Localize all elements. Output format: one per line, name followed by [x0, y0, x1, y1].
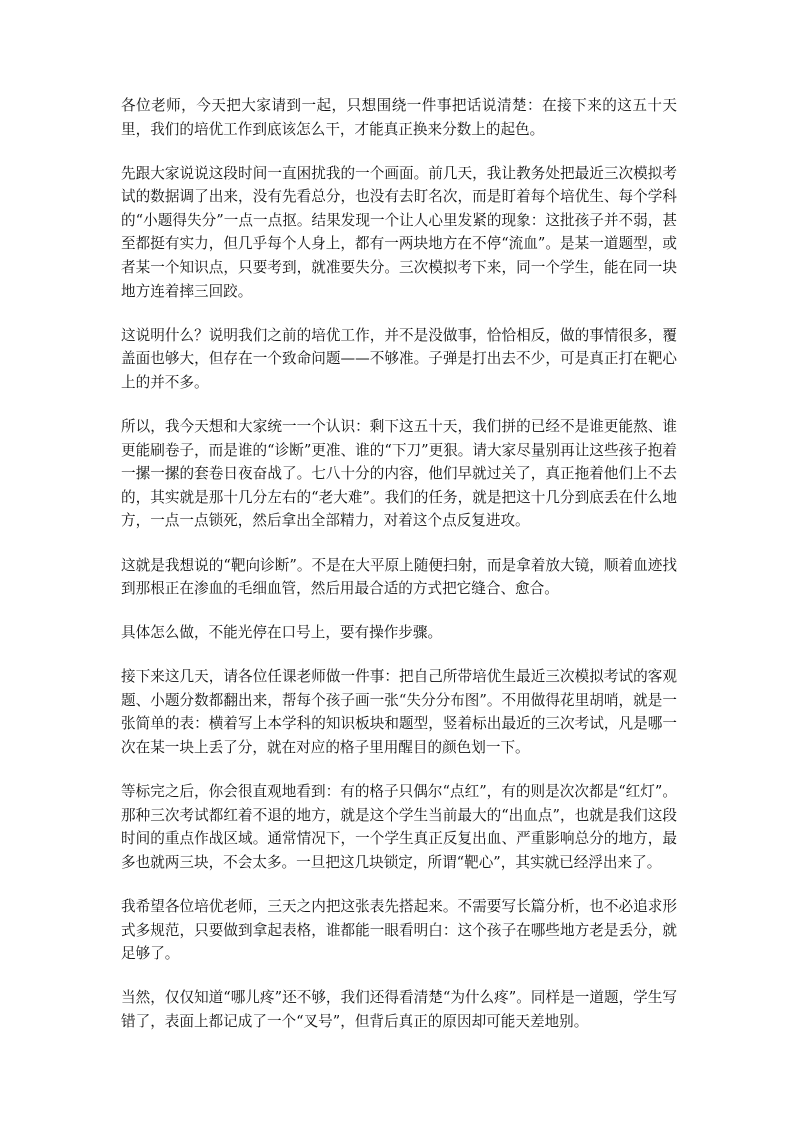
paragraph-5: 这就是我想说的“靶向诊断”。不是在大平原上随便扫射，而是拿着放大镜，顺着血迹找到那根正在渗血的毛细血管，然后用最合适的方式把它缝合、愈合。	[121, 556, 677, 598]
paragraph-1: 各位老师，今天把大家请到一起，只想围绕一件事把话说清楚：在接下来的这五十天里，我们的培优工作到底该怎么干，才能真正换来分数上的起色。	[121, 97, 677, 138]
paragraph-2: 先跟大家说说这段时间一直困扰我的一个画面。前几天，我让教务处把最近三次模拟考试的数据调了出来，没有先看总分，也没有去盯名次，而是盯着每个培优生、每个学科的“小题得失分”一点一点抠。结果发现一个让人心里发紧的现象：这批孩子并不弱，甚至都挺有实力，但几乎每个人身上，都有一两块地方在不停“流血”。是某一道题型，或者某一个知识点，只要考到，就准要失分。三次模拟考下来，同一个学生，能在同一块地方连着摔三回跤。	[121, 164, 677, 300]
paragraph-4: 所以，我今天想和大家统一一个认识：剩下这五十天，我们拼的已经不是谁更能熬、谁更能刷卷子，而是谁的“诊断”更准、谁的“下刀”更狠。请大家尽量别再让这些孩子抱着一摞一摞的套卷日夜奋战了。七八十分的内容，他们早就过关了，真正拖着他们上不去的，其实就是那十几分左右的“老大难”。我们的任务，就是把这十几分到底丢在什么地方，一点一点锁死，然后拿出全部精力，对着这个点反复进攻。	[121, 418, 677, 530]
document-body	[121, 94, 677, 1034]
paragraph-10: 当然，仅仅知道“哪儿疼”还不够，我们还得看清楚“为什么疼”。同样是一道题，学生写错了，表面上都记成了一个“叉号”，但背后真正的原因却可能天差地别。	[121, 989, 677, 1030]
paragraph-8: 等标完之后，你会很直观地看到：有的格子只偶尔“点红”，有的则是次次都是“红灯”。那种三次考试都红着不退的地方，就是这个学生当前最大的“出血点”，也就是我们这段时间的重点作战区域。通常情况下，一个学生真正反复出血、严重影响总分的地方，最多也就两三块，不会太多。一旦把这几块锁定，所谓“靶心”，其实就已经浮出来了。	[121, 783, 677, 871]
paragraph-7: 接下来这几天，请各位任课老师做一件事：把自己所带培优生最近三次模拟考试的客观题、小题分数都翻出来，帮每个孩子画一张“失分分布图”。不用做得花里胡哨，就是一张简单的表：横着写上本学科的知识板块和题型，竖着标出最近的三次考试，凡是哪一次在某一块上丢了分，就在对应的格子里用醒目的颜色划一下。	[121, 668, 677, 757]
paragraph-6: 具体怎么做，不能光停在口号上，要有操作步骤。	[121, 624, 443, 642]
paragraph-3: 这说明什么？说明我们之前的培优工作，并不是没做事，恰恰相反，做的事情很多，覆盖面也够大，但存在一个致命问题——不够准。子弹是打出去不少，可是真正打在靶心上的并不多。	[121, 326, 677, 391]
paragraph-9: 我希望各位培优老师，三天之内把这张表先搭起来。不需要写长篇分析，也不必追求形式多规范，只要做到拿起表格，谁都能一眼看明白：这个孩子在哪些地方老是丢分，就足够了。	[121, 898, 677, 963]
